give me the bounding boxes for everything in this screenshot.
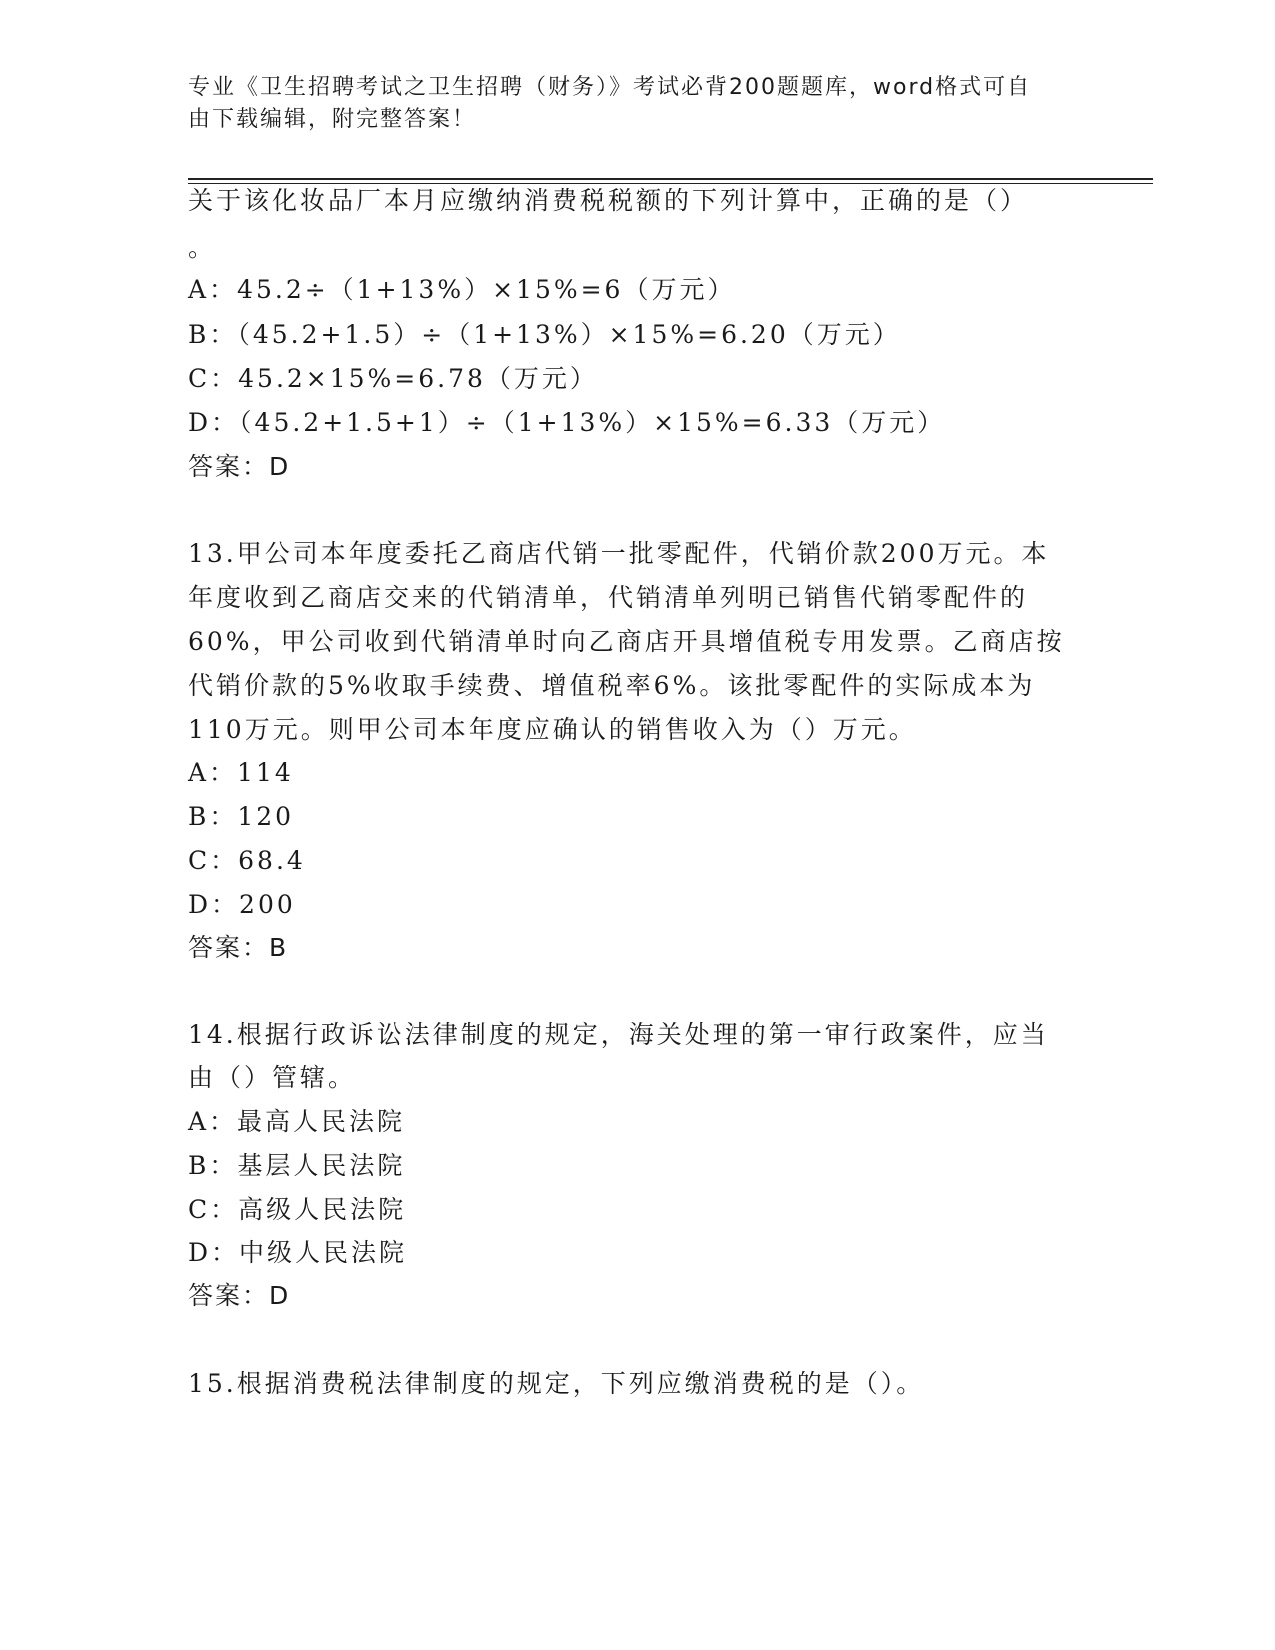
q12-stem-line-1: 关于该化妆品厂本月应缴纳消费税税额的下列计算中，正确的是（） — [188, 186, 1029, 215]
q14-stem-line-2: 由（）管辖。 — [188, 1063, 357, 1092]
q13-stem-line-5: 110万元。则甲公司本年度应确认的销售收入为（）万元。 — [188, 715, 917, 744]
q12-option-c: C：45.2×15%=6.78（万元） — [188, 364, 598, 393]
q14-stem-line-1: 14.根据行政诉讼法律制度的规定，海关处理的第一审行政案件，应当 — [188, 1020, 1049, 1049]
q14-answer: 答案：D — [188, 1281, 291, 1310]
q12-answer: 答案：D — [188, 452, 291, 481]
q12-option-b: B：（45.2+1.5）÷（1+13%）×15%=6.20（万元） — [188, 320, 901, 349]
q13-option-d: D：200 — [188, 890, 296, 919]
q12-option-d: D：（45.2+1.5+1）÷（1+13%）×15%=6.33（万元） — [188, 408, 946, 437]
header-divider-thin — [188, 183, 1153, 184]
header-divider-thick — [188, 178, 1153, 180]
q13-option-c: C：68.4 — [188, 846, 306, 875]
header-line-1: 专业《卫生招聘考试之卫生招聘（财务）》考试必背200题题库，word格式可自 — [188, 75, 1032, 100]
q12-stem-line-2: 。 — [188, 233, 217, 262]
q13-stem-line-3: 60%，甲公司收到代销清单时向乙商店开具增值税专用发票。乙商店按 — [188, 627, 1065, 656]
q13-stem-line-2: 年度收到乙商店交来的代销清单，代销清单列明已销售代销零配件的 — [188, 583, 1029, 612]
header-line-2: 由下载编辑，附完整答案！ — [188, 107, 477, 132]
q13-stem-line-1: 13.甲公司本年度委托乙商店代销一批零配件，代销价款200万元。本 — [188, 539, 1050, 568]
q13-option-a: A：114 — [188, 758, 294, 787]
q14-option-b: B：基层人民法院 — [188, 1151, 406, 1180]
q15-stem-line-1: 15.根据消费税法律制度的规定，下列应缴消费税的是（）。 — [188, 1369, 925, 1398]
q14-option-c: C：高级人民法院 — [188, 1195, 407, 1224]
q14-option-a: A：最高人民法院 — [188, 1107, 406, 1136]
q13-option-b: B：120 — [188, 802, 295, 831]
q13-answer: 答案：B — [188, 933, 289, 962]
q14-option-d: D：中级人民法院 — [188, 1238, 408, 1267]
q12-option-a: A：45.2÷（1+13%）×15%=6（万元） — [188, 275, 736, 304]
q13-stem-line-4: 代销价款的5%收取手续费、增值税率6%。该批零配件的实际成本为 — [188, 671, 1036, 700]
document-header — [188, 72, 1068, 136]
